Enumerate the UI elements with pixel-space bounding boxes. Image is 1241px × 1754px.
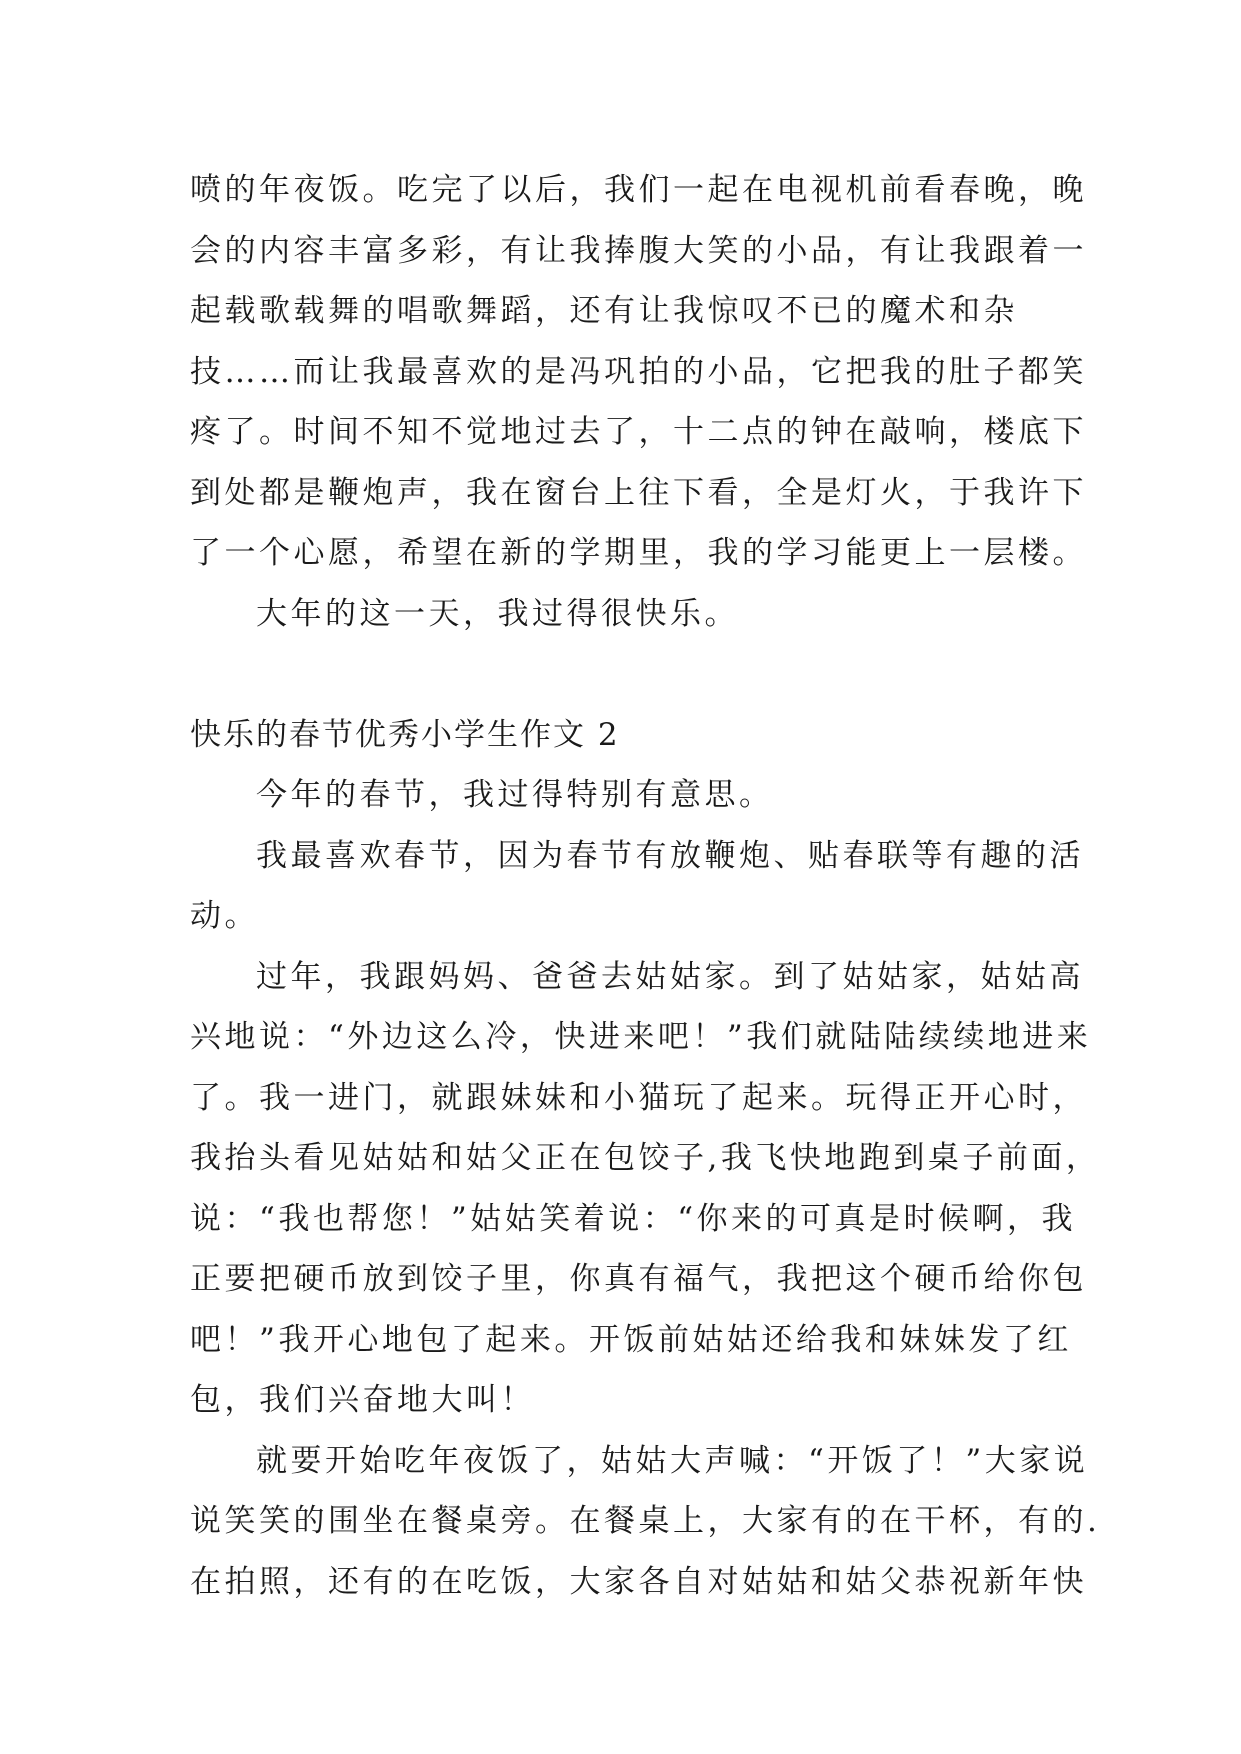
paragraph-line: 我抬头看见姑姑和姑父正在包饺子,我飞快地跑到桌子前面， xyxy=(190,1140,1101,1176)
paragraph-line: 我最喜欢春节，因为春节有放鞭炮、贴春联等有趣的活 xyxy=(256,837,1084,874)
paragraph-line: 正要把硬币放到饺子里，你真有福气，我把这个硬币给你包 xyxy=(190,1261,1087,1297)
text-line: 技……而让我最喜欢的是冯巩拍的小品，它把我的肚子都笑 xyxy=(190,353,1087,390)
paragraph-line: 包，我们兴奋地大叫！ xyxy=(190,1382,535,1418)
paragraph-line: 过年，我跟妈妈、爸爸去姑姑家。到了姑姑家，姑姑高 xyxy=(256,958,1084,995)
closing-paragraph: 大年的这一天，我过得很快乐。 xyxy=(256,595,739,632)
text-line: 疼了。时间不知不觉地过去了，十二点的钟在敲响，楼底下 xyxy=(190,414,1087,450)
essay-heading: 快乐的春节优秀小学生作文 2 xyxy=(190,716,620,753)
document-body xyxy=(190,160,1101,1612)
paragraph-line: 动。 xyxy=(190,898,259,934)
paragraph-line: 就要开始吃年夜饭了，姑姑大声喊：“开饭了！”大家说 xyxy=(256,1442,1089,1479)
text-line: 会的内容丰富多彩，有让我捧腹大笑的小品，有让我跟着一 xyxy=(190,232,1087,269)
paragraph-line: 吧！”我开心地包了起来。开饭前姑姑还给我和妹妹发了红 xyxy=(190,1321,1072,1358)
paragraph-line: 说：“我也帮您！”姑姑笑着说：“你来的可真是时候啊，我 xyxy=(190,1200,1077,1237)
paragraph-line: 今年的春节，我过得特别有意思。 xyxy=(256,777,774,813)
text-line: 到处都是鞭炮声，我在窗台上往下看，全是灯火，于我许下 xyxy=(190,474,1087,511)
paragraph-line: 在拍照，还有的在吃饭，大家各自对姑姑和姑父恭祝新年快 xyxy=(190,1563,1087,1600)
paragraph-line: 说笑笑的围坐在餐桌旁。在餐桌上，大家有的在干杯，有的. xyxy=(190,1503,1101,1539)
section-gap xyxy=(190,644,1060,705)
text-line: 了一个心愿，希望在新的学期里，我的学习能更上一层楼。 xyxy=(190,535,1087,571)
text-line: 喷的年夜饭。吃完了以后，我们一起在电视机前看春晚，晚 xyxy=(190,172,1087,208)
paragraph-line: 了。我一进门，就跟妹妹和小猫玩了起来。玩得正开心时， xyxy=(190,1079,1087,1116)
paragraph-line: 兴地说：“外边这么冷，快进来吧！”我们就陆陆续续地进来 xyxy=(190,1019,1092,1055)
text-line: 起载歌载舞的唱歌舞蹈，还有让我惊叹不已的魔术和杂 xyxy=(190,293,1018,329)
